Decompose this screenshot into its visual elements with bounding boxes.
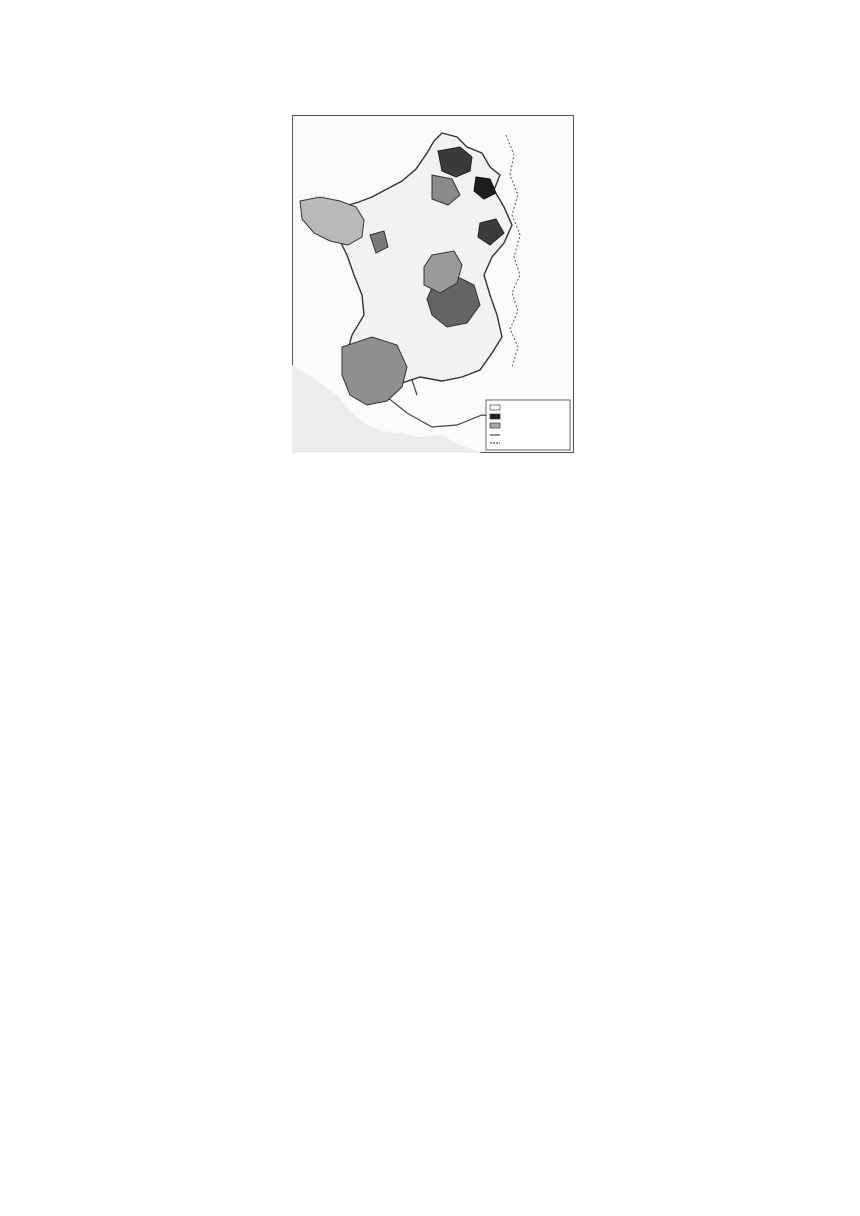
feudal-france-map xyxy=(292,115,574,453)
map-figure xyxy=(292,115,574,453)
